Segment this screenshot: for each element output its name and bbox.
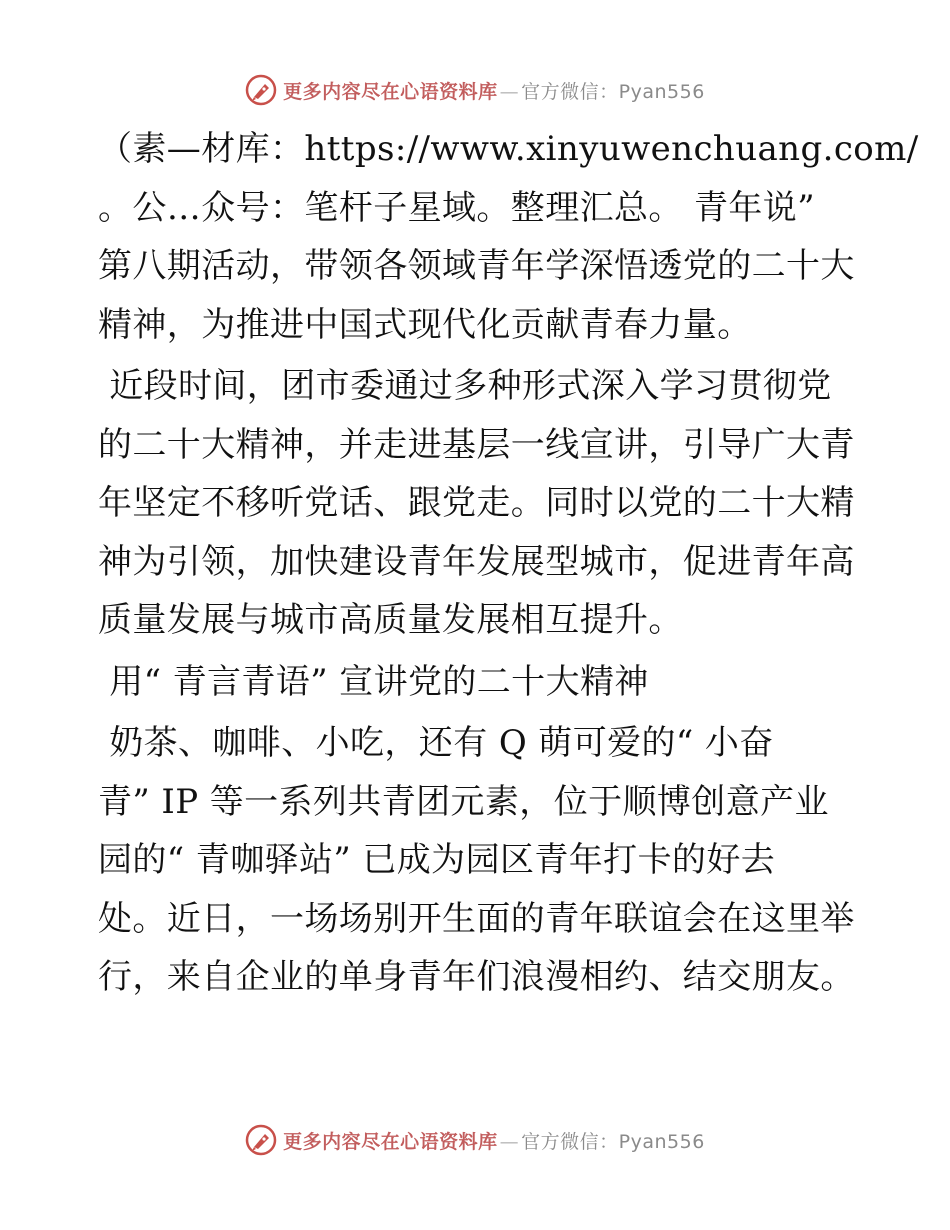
text-line: 奶茶、咖啡、小吃，还有 Q 萌可爱的“ 小奋: [98, 723, 774, 763]
text-line: 神为引领，加快建设青年发展型城市，促进青年高: [98, 541, 855, 582]
text-line: 年坚定不移听党话、跟党走。同时以党的二十大精: [98, 483, 855, 523]
watermark-brand: 更多内容尽在心语资料库: [283, 80, 498, 103]
document-body: [98, 120, 919, 1010]
pen-nib-logo-icon: [245, 1124, 277, 1156]
header-watermark: [0, 70, 950, 110]
watermark-contact: 官方微信：Pyan556: [521, 1130, 705, 1153]
watermark-dash: —: [499, 80, 520, 103]
paragraph-1: [98, 120, 919, 354]
watermark-contact: 官方微信：Pyan556: [521, 80, 705, 103]
text-line: 处。近日，一场场别开生面的青年联谊会在这里举: [98, 898, 855, 939]
text-line: 行，来自企业的单身青年们浪漫相约、结交朋友。: [98, 957, 855, 997]
text-line: 的二十大精神，并走进基层一线宣讲，引导广大青: [98, 424, 855, 465]
footer-watermark: [0, 1120, 950, 1160]
text-line: 质量发展与城市高质量发展相互提升。: [98, 600, 683, 640]
watermark-text: [283, 1127, 705, 1154]
text-line: 第八期活动，带领各领域青年学深悟透党的二十大: [98, 246, 855, 286]
text-line: 精神，为推进中国式现代化贡献青春力量。: [98, 304, 752, 345]
paragraph-3: [98, 714, 858, 1007]
text-line: （素—材库：https://www.xinyuwenchuang.com/: [98, 129, 919, 169]
text-line: 青” IP 等一系列共青团元素，位于顺博创意产业: [98, 781, 829, 822]
text-line: 近段时间，团市委通过多种形式深入学习贯彻党: [98, 366, 832, 406]
text-line: 用“ 青言青语” 宣讲党的二十大精神: [98, 661, 649, 702]
section-heading: [98, 653, 858, 712]
paragraph-2: [98, 357, 858, 650]
watermark-dash: —: [499, 1130, 520, 1153]
text-line: 。公…众号：笔杆子星域。整理汇总。 青年说”: [98, 187, 815, 228]
watermark-text: [283, 77, 705, 104]
text-line: 园的“ 青咖驿站” 已成为园区青年打卡的好去: [98, 840, 776, 880]
pen-nib-logo-icon: [245, 74, 277, 106]
watermark-brand: 更多内容尽在心语资料库: [283, 1130, 498, 1153]
